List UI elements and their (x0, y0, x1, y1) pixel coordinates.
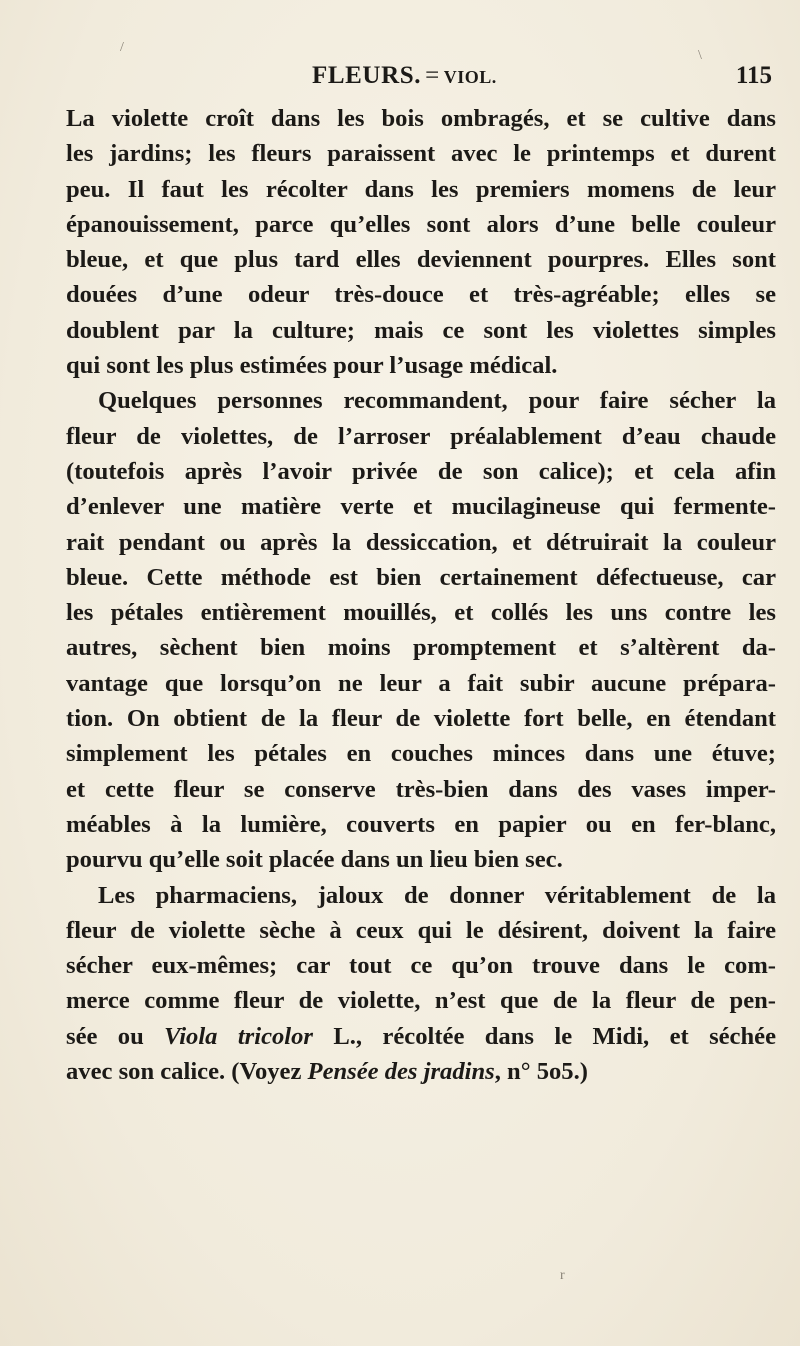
italic-text: Viola tricolor (164, 1022, 313, 1050)
text-run: fleur de violettes, de l’arroser préalablement d’eau chaude (66, 422, 776, 450)
text-line (66, 736, 776, 771)
text-line (66, 277, 776, 312)
text-line (66, 878, 776, 913)
running-title (312, 62, 497, 90)
text-run: douées d’une odeur très-douce et très-agréable; elles se (66, 281, 776, 309)
text-line (66, 560, 776, 595)
text-line (66, 454, 776, 489)
text-line (66, 983, 776, 1018)
text-run: les pétales entièrement mouillés, et collés les uns contre les (66, 599, 776, 627)
text-line (66, 242, 776, 277)
paper-blemish: r (560, 1268, 565, 1283)
text-line (66, 701, 776, 736)
text-run: méables à la lumière, couverts en papier ou en fer-blanc, (66, 810, 776, 838)
text-line (66, 136, 776, 171)
text-line (66, 383, 776, 418)
text-run: doublent par la culture; mais ce sont les violettes simples (66, 316, 776, 344)
text-line (66, 348, 776, 383)
text-line (66, 313, 776, 348)
text-line (66, 419, 776, 454)
text-run: bleue, et que plus tard elles deviennent pourpres. Elles sont (66, 246, 776, 274)
text-run: et cette fleur se conserve très-bien dans des vases imper- (66, 775, 776, 803)
text-run: pourvu qu’elle soit placée dans un lieu bien sec. (66, 846, 563, 874)
paper-blemish: / (120, 40, 124, 55)
text-run: autres, sèchent bien moins promptement et s’altèrent da- (66, 634, 776, 662)
text-run: La violette croît dans les bois ombragés, et se cultive dans (66, 105, 776, 132)
body-text (66, 101, 776, 1089)
text-run: sécher eux-mêmes; car tout ce qu’on trouve dans le com- (66, 952, 776, 980)
text-run: tion. On obtient de la fleur de violette fort belle, en étendant (66, 705, 776, 733)
text-line (66, 948, 776, 983)
text-line (66, 913, 776, 948)
running-head (66, 62, 772, 94)
text-line (66, 101, 776, 136)
text-line (66, 630, 776, 665)
text-run: Les pharmaciens, jaloux de donner véritablement de la (98, 881, 776, 909)
text-run: épanouissement, parce qu’elles sont alors d’une belle couleur (66, 210, 776, 238)
italic-text: Pensée des jradins (307, 1058, 495, 1086)
text-line (66, 207, 776, 242)
text-run: L., récoltée dans le Midi, et séchée (313, 1022, 776, 1050)
text-run: simplement les pétales en couches minces dans une étuve; (66, 740, 776, 768)
text-line (66, 772, 776, 807)
text-run: rait pendant ou après la dessiccation, et détruirait la couleur (66, 528, 776, 556)
text-run: vantage que lorsqu’on ne leur a fait subir aucune prépara- (66, 669, 776, 697)
text-line (66, 1019, 776, 1054)
text-run: fleur de violette sèche à ceux qui le désirent, doivent la faire (66, 916, 776, 944)
running-title-section: VIOL. (443, 67, 497, 87)
text-run: les jardins; les fleurs paraissent avec le printemps et durent (66, 140, 776, 168)
text-run: (toutefois après l’avoir privée de son calice); et cela afin (66, 457, 776, 485)
text-line (66, 172, 776, 207)
text-run: avec son calice. (Voyez (66, 1058, 308, 1086)
text-run: sée ou (66, 1022, 165, 1050)
running-title-main: FLEURS. (312, 62, 422, 89)
text-line (66, 489, 776, 524)
text-run: peu. Il faut les récolter dans les premiers momens de leur (66, 175, 776, 203)
text-line (66, 807, 776, 842)
text-line (66, 842, 776, 877)
text-run: Quelques personnes recommandent, pour faire sécher la (98, 387, 776, 415)
text-line (66, 595, 776, 630)
text-run: , n° 5o5.) (494, 1058, 588, 1086)
running-title-separator: = (425, 62, 440, 89)
text-run: qui sont les plus estimées pour l’usage médical. (66, 352, 558, 380)
page-number: 115 (735, 62, 772, 89)
text-run: bleue. Cette méthode est bien certainement défectueuse, car (66, 563, 776, 591)
text-line (66, 525, 776, 560)
paper-blemish: \ (698, 48, 702, 63)
text-line (66, 666, 776, 701)
text-run: merce comme fleur de violette, n’est que de la fleur de pen- (66, 987, 776, 1015)
text-line (66, 1054, 776, 1089)
text-run: d’enlever une matière verte et mucilagineuse qui fermente- (66, 493, 776, 521)
